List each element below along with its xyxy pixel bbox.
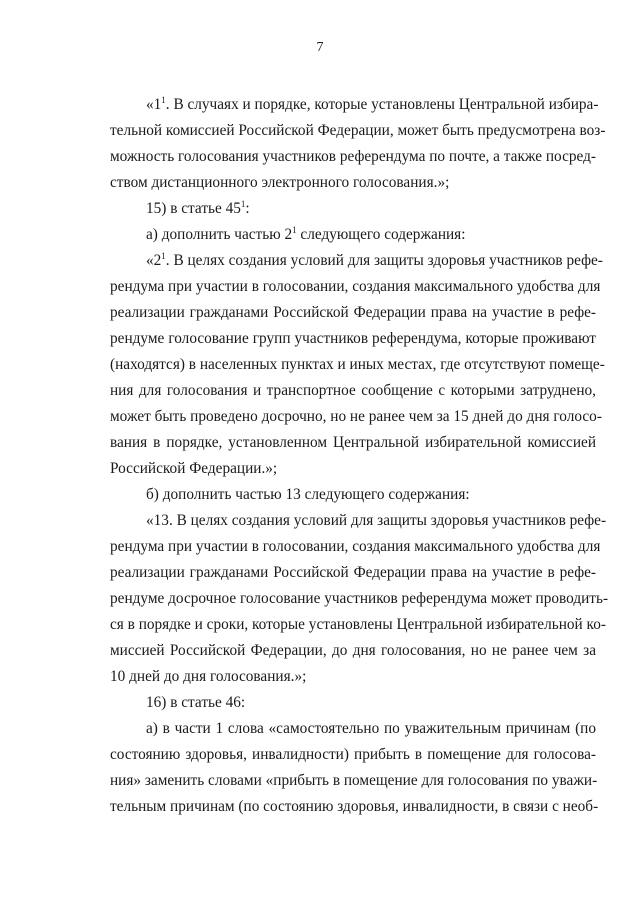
- paragraph-line: 10 дней до дня голосования.»;: [110, 668, 307, 685]
- paragraph-line: а) в части 1 слова «самостоятельно по уважительным причинам (по: [146, 720, 596, 737]
- paragraph-line: ством дистанционного электронного голосования.»;: [110, 174, 450, 191]
- paragraph-line: «$2^1$. В целях создания условий для защиты здоровья участников рефе-: [146, 251, 603, 269]
- paragraph-line: реализации гражданами Российской Федерации права на участие в рефе-: [110, 564, 596, 581]
- paragraph-line: рендума при участии в голосовании, создания максимального удобства для: [110, 278, 601, 295]
- paragraph-line: можность голосования участников референдума по почте, а также посред-: [110, 148, 596, 165]
- paragraph-line: тельным причинам (по состоянию здоровья, инвалидности, в связи с необ-: [110, 798, 599, 815]
- page-number: 7: [316, 40, 324, 55]
- list-item-16: 16) в статье 46:: [146, 694, 246, 711]
- paragraph-line: миссией Российской Федерации, до дня голосования, но не ранее чем за: [110, 642, 596, 659]
- paragraph-line: ся в порядке и сроки, которые установлены Центральной избирательной ко-: [110, 616, 606, 633]
- paragraph-line: «$1^1$. В случаях и порядке, которые установлены Центральной избира-: [146, 95, 599, 113]
- list-item-15b: б) дополнить частью 13 следующего содержания:: [146, 486, 470, 503]
- paragraph-line: реализации гражданами Российской Федерации права на участие в рефе-: [110, 304, 596, 321]
- paragraph-line: «13. В целях создания условий для защиты здоровья участников рефе-: [146, 512, 607, 529]
- paragraph-line: состоянию здоровья, инвалидности) прибыть в помещение для голосова-: [110, 746, 596, 763]
- paragraph-line: ния» заменить словами «прибыть в помещение для голосования по уважи-: [110, 772, 598, 789]
- paragraph-line: может быть проведено досрочно, но не ранее чем за 15 дней до дня голосо-: [110, 408, 602, 425]
- paragraph-line: вания в порядке, установленном Центральной избирательной комиссией: [110, 434, 596, 451]
- superscript: 1: [240, 199, 246, 209]
- superscript: 1: [161, 95, 166, 105]
- paragraph-line: тельной комиссией Российской Федерации, может быть предусмотрена воз-: [110, 122, 606, 139]
- paragraph-line: (находятся) в населенных пунктах и иных местах, где отсутствуют помеще-: [110, 356, 605, 373]
- superscript: 1: [292, 225, 297, 235]
- paragraph-line: рендума при участии в голосовании, создания максимального удобства для: [110, 538, 601, 555]
- list-item-15: 15) в статье $45^1$:: [146, 199, 250, 217]
- superscript: 1: [161, 251, 166, 261]
- paragraph-line: Российской Федерации.»;: [110, 460, 278, 477]
- paragraph-line: рендуме голосование групп участников референдума, которые проживают: [110, 330, 596, 347]
- list-item-15a: а) дополнить частью $2^1$ следующего содержания:: [146, 225, 466, 243]
- paragraph-line: рендуме досрочное голосование участников референдума может проводить-: [110, 590, 609, 607]
- paragraph-line: ния для голосования и транспортное сообщение с которыми затруднено,: [110, 382, 596, 399]
